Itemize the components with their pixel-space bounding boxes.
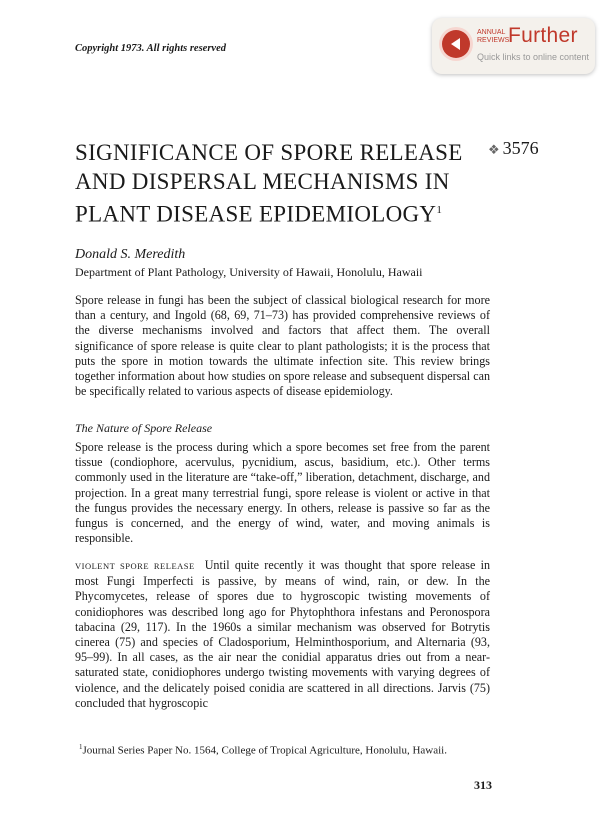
reference-number — [488, 138, 539, 159]
badge-subtitle: Quick links to online content — [477, 52, 590, 62]
paragraph-lead-in: VIOLENT SPORE RELEASE — [75, 561, 195, 571]
article-title-text: SIGNIFICANCE OF SPORE RELEASE AND DISPERSAL MECHANISMS IN PLANT DISEASE EPIDEMIOLOGY — [75, 140, 463, 227]
diamond-icon: ❖ — [488, 142, 500, 157]
further-badge[interactable] — [432, 18, 595, 74]
reference-number-text: 3576 — [502, 138, 539, 158]
article-title — [75, 138, 475, 229]
author-affiliation: Department of Plant Pathology, University of Hawaii, Honolulu, Hawaii — [75, 265, 423, 279]
footnote-text: Journal Series Paper No. 1564, College of Tropical Agriculture, Honolulu, Hawaii. — [82, 744, 447, 757]
badge-small-text: ANNUAL REVIEWS — [477, 29, 510, 44]
play-icon — [442, 30, 470, 58]
footnote-mark: 1 — [79, 743, 83, 751]
copyright-notice: Copyright 1973. All rights reserved — [75, 43, 226, 54]
paragraph-violent-release — [75, 558, 490, 711]
footnote — [75, 740, 490, 758]
author-name: Donald S. Meredith — [75, 247, 186, 262]
paragraph-violent-release-text: Until quite recently it was thought that spore release in most Fungi Imperfecti is passive, by means of wind, rain, or dew. In the Phycomycetes, release of spores due to hygroscopic twisting movements of conidiophores was described long ago for Phytophthora infestans and Peronospora tabacina (29, 117). In the 1960s a similar mechanism was observed for Botrytis cinerea (75) and species of Cladosporium, Helminthosporium, and Alternaria (93, 95–99). In all cases, as the air near the conidial apparatus dries out from a near-saturated state, conidiophores undergo twisting movements with varying degrees of violence, and the delicately poised conidia are scattered in all directions. Jarvis (75) concluded that hygroscopic — [75, 558, 490, 710]
title-footnote-mark: 1 — [436, 204, 443, 216]
section-heading: The Nature of Spore Release — [75, 421, 213, 435]
paragraph-intro: Spore release in fungi has been the subject of classical biological research for more than a century, and Ingold (68, 69, 71–73) has provided comprehensive reviews of the diverse mechanisms involved and factors that affect them. The overall significance of spore release is quite clear to plant pathologists; it is the process that puts the spore in motion towards the ultimate infection site. This review brings together information about how studies on spore release and subsequent dispersal can be specifically related to various aspects of disease epidemiology. — [75, 293, 490, 399]
page-number: 313 — [474, 778, 492, 792]
badge-main-text: Further — [508, 24, 578, 47]
paragraph-nature: Spore release is the process during which a spore becomes set free from the parent tissue (condiophore, acervulus, pycnidium, ascus, basidium, etc.). Other terms commonly used in the literature are “take-off,” liberation, detachment, discharge, and projection. In a great many terrestrial fungi, spore release is violent or active in that the fungus provides the necessary energy. In others, release is passive so far as the fungus is concerned, and the energy of wind, water, and moving animals is responsible. — [75, 440, 490, 546]
